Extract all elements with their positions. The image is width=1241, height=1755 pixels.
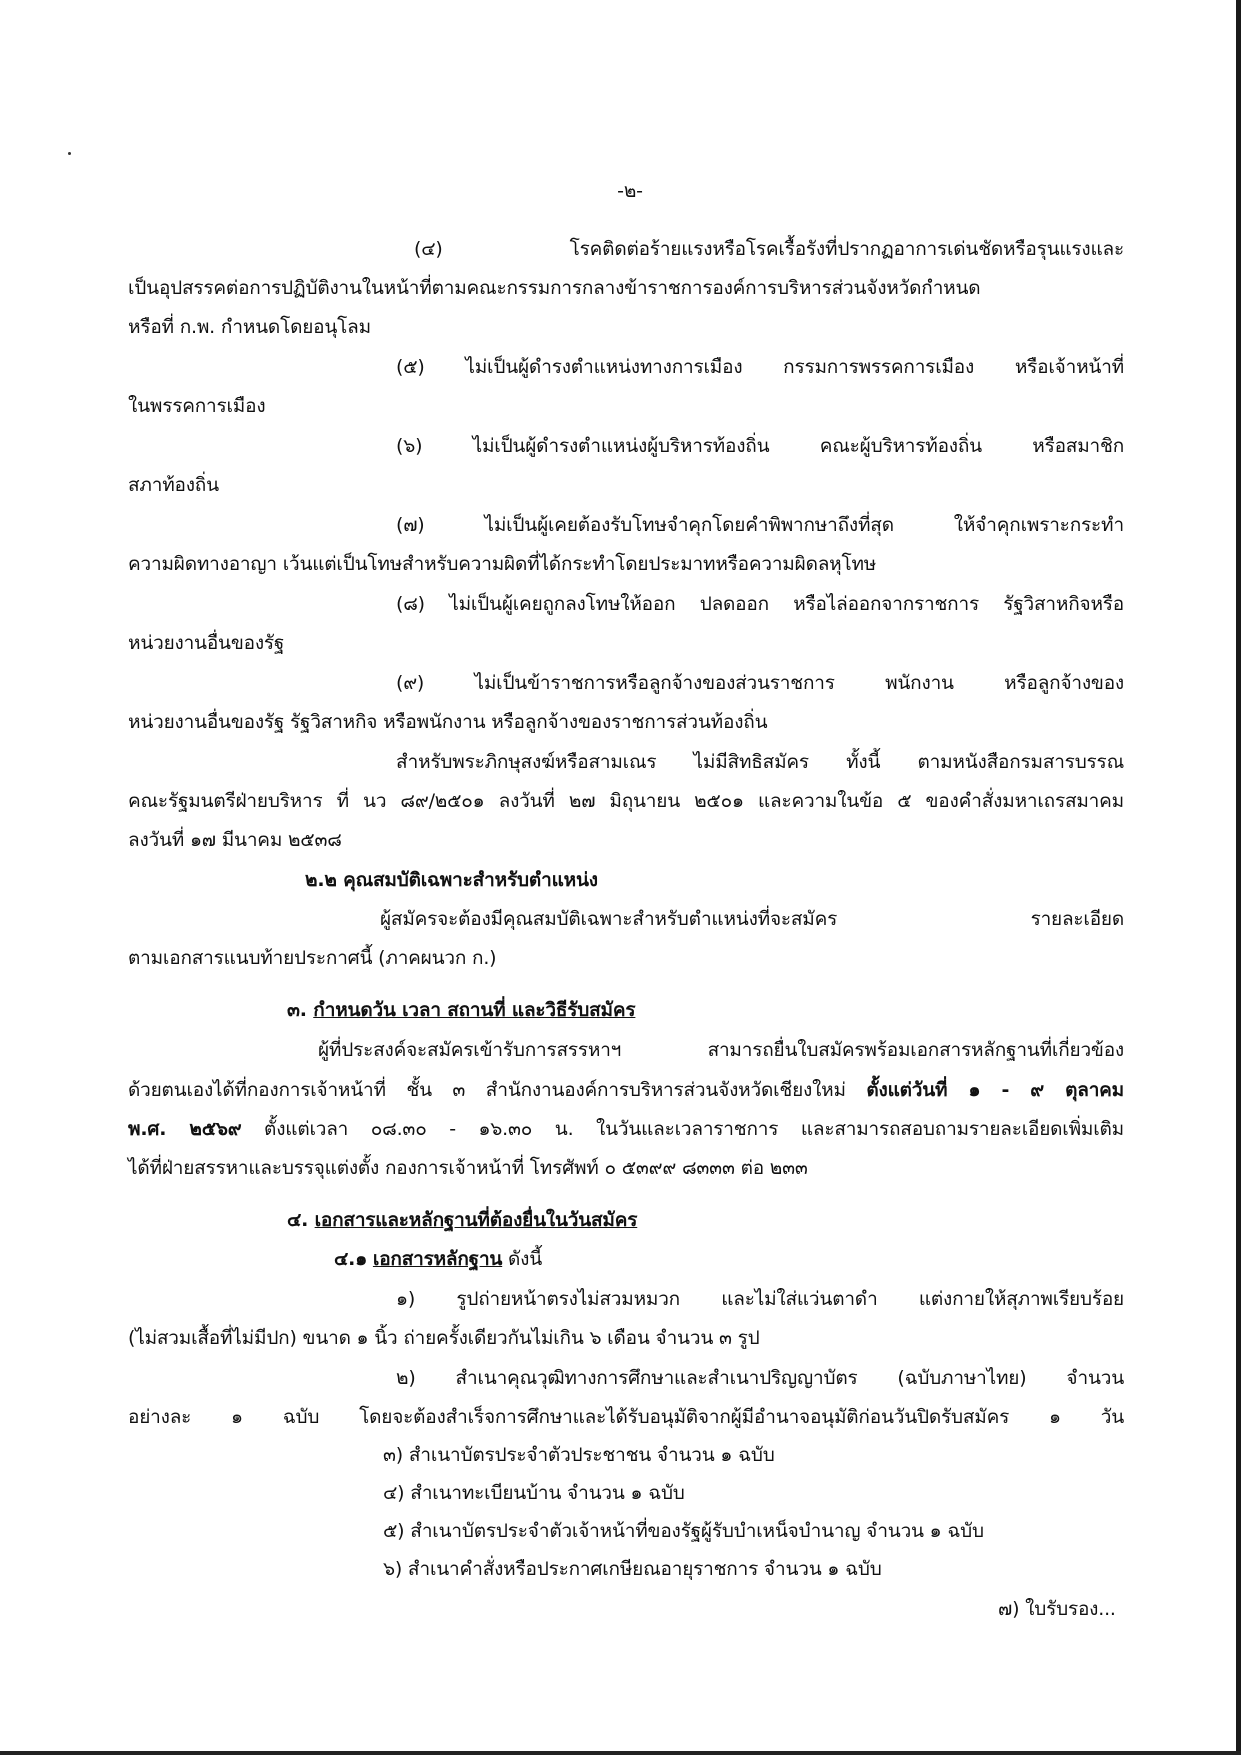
doc-item-5: ๕) สำเนาบัตรประจำตัวเจ้าหน้าที่ของรัฐผู้รับบำเหน็จบำนาญ จำนวน ๑ ฉบับ <box>383 1520 984 1542</box>
section-3-line-2 <box>128 1077 1124 1103</box>
section-4-number: ๔. <box>287 1209 309 1231</box>
section-4-title: เอกสารและหลักฐานที่ต้องยื่นในวันสมัคร <box>314 1209 638 1231</box>
application-year: พ.ศ. ๒๕๖๙ <box>128 1118 242 1140</box>
monk-clause-line-1: สำหรับพระภิกษุสงฆ์หรือสามเณร ไม่มีสิทธิสมัคร ทั้งนี้ ตามหนังสือกรมสารบรรณ <box>396 751 1124 773</box>
continuation-note: ๗) ใบรับรอง... <box>998 1598 1116 1620</box>
section-4-1-tail: ดังนี้ <box>502 1248 543 1270</box>
monk-clause-line-3: ลงวันที่ ๑๗ มีนาคม ๒๕๓๘ <box>128 829 342 851</box>
item-9-line-2: หน่วยงานอื่นของรัฐ รัฐวิสาหกิจ หรือพนักงาน หรือลูกจ้างของราชการส่วนท้องถิ่น <box>128 711 768 733</box>
section-3-title: กำหนดวัน เวลา สถานที่ และวิธีรับสมัคร <box>313 999 636 1021</box>
item-9-line-1: (๙) ไม่เป็นข้าราชการหรือลูกจ้างของส่วนราชการ พนักงาน หรือลูกจ้างของ <box>396 672 1124 694</box>
section-4-1-heading <box>334 1246 542 1272</box>
scan-speck <box>68 152 71 155</box>
section-3-line-2-text: ด้วยตนเองได้ที่กองการเจ้าหน้าที่ ชั้น ๓ สำนักงานองค์การบริหารส่วนจังหวัดเชียงใหม่ <box>128 1079 867 1101</box>
doc-item-1-line-2: (ไม่สวมเสื้อที่ไม่มีปก) ขนาด ๑ นิ้ว ถ่ายครั้งเดียวกันไม่เกิน ๖ เดือน จำนวน ๓ รูป <box>128 1327 760 1349</box>
section-2-2-heading: ๒.๒ คุณสมบัติเฉพาะสำหรับตำแหน่ง <box>305 869 598 891</box>
section-2-2-line-1: ผู้สมัครจะต้องมีคุณสมบัติเฉพาะสำหรับตำแหน่งที่จะสมัคร รายละเอียด <box>380 908 1124 930</box>
section-4-1-title: เอกสารหลักฐาน <box>372 1248 503 1270</box>
section-3-heading <box>287 997 635 1023</box>
item-7-line-2: ความผิดทางอาญา เว้นแต่เป็นโทษสำหรับความผิดที่ได้กระทำโดยประมาทหรือความผิดลหุโทษ <box>128 553 877 575</box>
section-3-line-1: ผู้ที่ประสงค์จะสมัครเข้ารับการสรรหาฯ สามารถยื่นใบสมัครพร้อมเอกสารหลักฐานที่เกี่ยวข้อง <box>318 1039 1124 1061</box>
doc-item-4: ๔) สำเนาทะเบียนบ้าน จำนวน ๑ ฉบับ <box>383 1482 685 1504</box>
section-2-2-line-2: ตามเอกสารแนบท้ายประกาศนี้ (ภาคผนวก ก.) <box>128 947 497 969</box>
item-8-line-1: (๘) ไม่เป็นผู้เคยถูกลงโทษให้ออก ปลดออก หรือไล่ออกจากราชการ รัฐวิสาหกิจหรือ <box>396 593 1124 615</box>
item-4-line-1: (๔) โรคติดต่อร้ายแรงหรือโรคเรื้อรังที่ปรากฏอาการเด่นชัดหรือรุนแรงและ <box>414 238 1124 260</box>
section-3-number: ๓. <box>287 999 307 1021</box>
section-3-line-3 <box>128 1116 1124 1142</box>
item-6-line-2: สภาท้องถิ่น <box>128 474 219 496</box>
item-5-line-1: (๕) ไม่เป็นผู้ดำรงตำแหน่งทางการเมือง กรรมการพรรคการเมือง หรือเจ้าหน้าที่ <box>396 356 1124 378</box>
doc-item-2-line-2: อย่างละ ๑ ฉบับ โดยจะต้องสำเร็จการศึกษาและได้รับอนุมัติจากผู้มีอำนาจอนุมัติก่อนวันปิดรับสมัคร ๑ วัน <box>128 1406 1124 1428</box>
scan-edge-right <box>1236 0 1241 1755</box>
section-3-line-3-text: ตั้งแต่เวลา ๐๘.๓๐ - ๑๖.๓๐ น. ในวันและเวลาราชการ และสามารถสอบถามรายละเอียดเพิ่มเติม <box>241 1118 1124 1140</box>
item-6-line-1: (๖) ไม่เป็นผู้ดำรงตำแหน่งผู้บริหารท้องถิ่น คณะผู้บริหารท้องถิ่น หรือสมาชิก <box>396 435 1124 457</box>
application-date-range: ตั้งแต่วันที่ ๑ - ๙ ตุลาคม <box>866 1079 1125 1101</box>
doc-item-3: ๓) สำเนาบัตรประจำตัวประชาชน จำนวน ๑ ฉบับ <box>383 1444 775 1466</box>
section-3-line-4: ได้ที่ฝ่ายสรรหาและบรรจุแต่งตั้ง กองการเจ้าหน้าที่ โทรศัพท์ ๐ ๕๓๙๙ ๘๓๓๓ ต่อ ๒๓๓ <box>128 1157 808 1179</box>
doc-item-1-line-1: ๑) รูปถ่ายหน้าตรงไม่สวมหมวก และไม่ใส่แว่นตาดำ แต่งกายให้สุภาพเรียบร้อย <box>396 1288 1124 1310</box>
scan-edge-bottom <box>0 1751 1241 1755</box>
item-5-line-2: ในพรรคการเมือง <box>128 395 266 417</box>
doc-item-2-line-1: ๒) สำเนาคุณวุฒิทางการศึกษาและสำเนาปริญญาบัตร (ฉบับภาษาไทย) จำนวน <box>396 1367 1124 1389</box>
item-8-line-2: หน่วยงานอื่นของรัฐ <box>128 632 285 654</box>
section-4-1-number: ๔.๑ <box>334 1248 368 1270</box>
section-4-heading <box>287 1207 637 1233</box>
item-7-line-1: (๗) ไม่เป็นผู้เคยต้องรับโทษจำคุกโดยคำพิพากษาถึงที่สุด ให้จำคุกเพราะกระทำ <box>396 514 1124 536</box>
page-number: -๒- <box>617 180 643 202</box>
monk-clause-line-2: คณะรัฐมนตรีฝ่ายบริหาร ที่ นว ๘๙/๒๕๐๑ ลงวันที่ ๒๗ มิถุนายน ๒๕๐๑ และความในข้อ ๕ ของคำสั่งมหาเถรสมาคม <box>128 790 1124 812</box>
item-4-line-3: หรือที่ ก.พ. กำหนดโดยอนุโลม <box>128 316 371 338</box>
doc-item-6: ๖) สำเนาคำสั่งหรือประกาศเกษียณอายุราชการ จำนวน ๑ ฉบับ <box>383 1558 882 1580</box>
item-4-line-2: เป็นอุปสรรคต่อการปฏิบัติงานในหน้าที่ตามคณะกรรมการกลางข้าราชการองค์การบริหารส่วนจังหวัดกำหนด <box>128 277 981 299</box>
